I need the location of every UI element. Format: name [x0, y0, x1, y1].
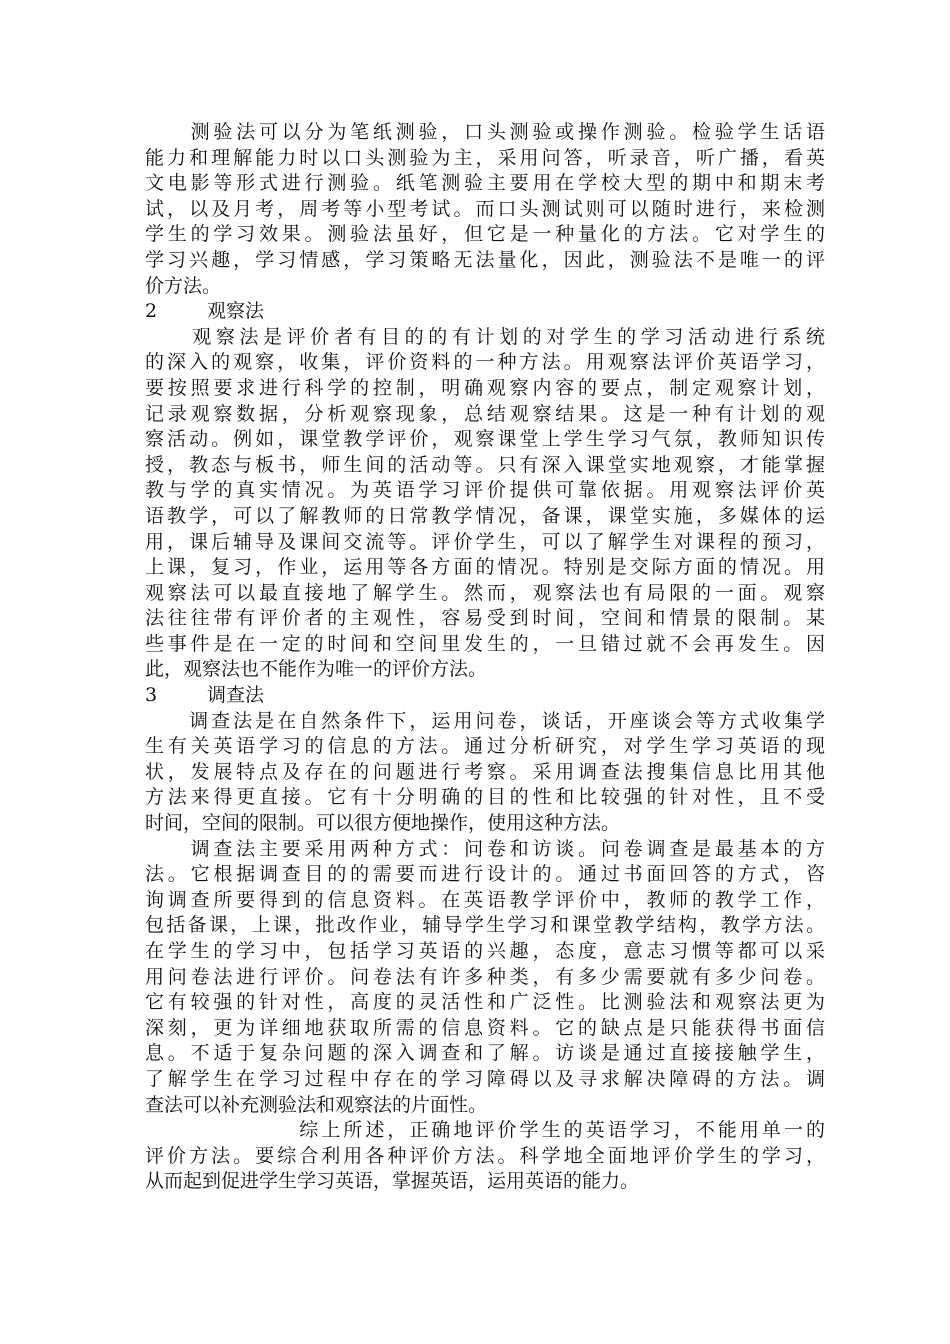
text-line: 了解学生在学习过程中存在的学习障碍以及寻求解决障碍的方法。调 [145, 1067, 825, 1090]
text-line: 观察法可以最直接地了解学生。然而，观察法也有局限的一面。观察 [145, 581, 825, 604]
text-line: 查法可以补充测验法和观察法的片面性。 [145, 1093, 488, 1116]
text-line: 能力和理解能力时以口头测验为主，采用问答，听录音，听广播，看英 [145, 146, 825, 169]
text-line: 要按照要求进行科学的控制，明确观察内容的要点，制定观察计划， [145, 376, 825, 399]
text-line: 深刻，更为详细地获取所需的信息资料。它的缺点是只能获得书面信 [145, 1016, 825, 1039]
paragraph-p1 [145, 120, 825, 299]
text-line: 语教学，可以了解教师的日常教学情况，备课，课堂实施，多媒体的运 [145, 504, 825, 527]
text-line: 测验法可以分为笔纸测验，口头测验或操作测验。检验学生话语 [145, 121, 825, 143]
text-line: 上课，复习，作业，运用等各方面的情况。特别是交际方面的情况。用 [145, 556, 825, 579]
section-number: 3 [145, 684, 158, 707]
text-line: 状，发展特点及存在的问题进行考察。采用调查法搜集信息比用其他 [145, 760, 825, 783]
text-line: 观察法是评价者有目的的有计划的对学生的学习活动进行系统 [145, 325, 825, 348]
text-line: 的深入的观察，收集，评价资料的一种方法。用观察法评价英语学习， [145, 351, 825, 374]
document-body [145, 120, 825, 1195]
text-line: 学习兴趣，学习情感，学习策略无法量化，因此，测验法不是唯一的评 [145, 248, 825, 271]
section-heading-2 [145, 299, 825, 325]
text-line: 询调查所要得到的信息资料。在英语教学评价中，教师的教学工作， [145, 888, 825, 911]
text-line: 评价方法。要综合利用各种评价方法。科学地全面地评价学生的学习， [145, 1144, 825, 1167]
text-line: 用问卷法进行评价。问卷法有许多种类，有多少需要就有多少问卷。 [145, 965, 825, 988]
text-line: 试，以及月考，周考等小型考试。而口头测试则可以随时进行，来检测 [145, 197, 825, 220]
section-title: 观察法 [207, 300, 265, 323]
text-line: 文电影等形式进行测验。纸笔测验主要用在学校大型的期中和期末考 [145, 172, 825, 195]
text-line: 教与学的真实情况。为英语学习评价提供可靠依据。用观察法评价英 [145, 479, 825, 502]
text-line: 些事件是在一定的时间和空间里发生的，一旦错过就不会再发生。因 [145, 632, 825, 655]
text-line: 生有关英语学习的信息的方法。通过分析研究，对学生学习英语的现 [145, 735, 825, 758]
text-line: 察活动。例如，课堂教学评价，观察课堂上学生学习气氛，教师知识传 [145, 428, 825, 451]
text-line: 调查法是在自然条件下，运用问卷，谈话，开座谈会等方式收集学 [145, 709, 825, 732]
paragraph-p3 [145, 709, 825, 837]
text-line: 包括备课，上课，批改作业，辅导学生学习和课堂教学结构，教学方法。 [145, 914, 825, 937]
text-line: 授，教态与板书，师生间的活动等。只有深入课堂实地观察，才能掌握 [145, 453, 825, 476]
text-line: 此，观察法也不能作为唯一的评价方法。 [145, 658, 488, 681]
text-line: 息。不适于复杂问题的深入调查和了解。访谈是通过直接接触学生， [145, 1042, 825, 1065]
section-heading-3 [145, 683, 825, 709]
text-line: 价方法。 [145, 274, 222, 297]
text-line: 学生的学习效果。测验法虽好，但它是一种量化的方法。它对学生的 [145, 223, 825, 246]
paragraph-p5 [145, 1118, 825, 1195]
text-line: 调查法主要采用两种方式：问卷和访谈。问卷调查是最基本的方 [145, 837, 825, 860]
paragraph-p2 [145, 325, 825, 683]
text-line: 方法来得更直接。它有十分明确的目的性和比较强的针对性，且不受 [145, 786, 825, 809]
text-line: 法。它根据调查目的的需要而进行设计的。通过书面回答的方式，咨 [145, 863, 825, 886]
section-number: 2 [145, 300, 158, 323]
paragraph-p4 [145, 837, 825, 1119]
text-line: 时间，空间的限制。可以很方便地操作，使用这种方法。 [145, 812, 621, 835]
section-title: 调查法 [207, 684, 265, 707]
text-line: 综上所述，正确地评价学生的英语学习，不能用单一的 [145, 1119, 825, 1142]
text-line: 从而起到促进学生学习英语，掌握英语，运用英语的能力。 [145, 1170, 640, 1193]
text-line: 法往往带有评价者的主观性，容易受到时间，空间和情景的限制。某 [145, 607, 825, 630]
text-line: 记录观察数据，分析观察现象，总结观察结果。这是一种有计划的观 [145, 402, 825, 425]
text-line: 用，课后辅导及课间交流等。评价学生，可以了解学生对课程的预习， [145, 530, 825, 553]
text-line: 在学生的学习中，包括学习英语的兴趣，态度，意志习惯等都可以采 [145, 940, 825, 962]
text-line: 它有较强的针对性，高度的灵活性和广泛性。比测验法和观察法更为 [145, 991, 825, 1014]
